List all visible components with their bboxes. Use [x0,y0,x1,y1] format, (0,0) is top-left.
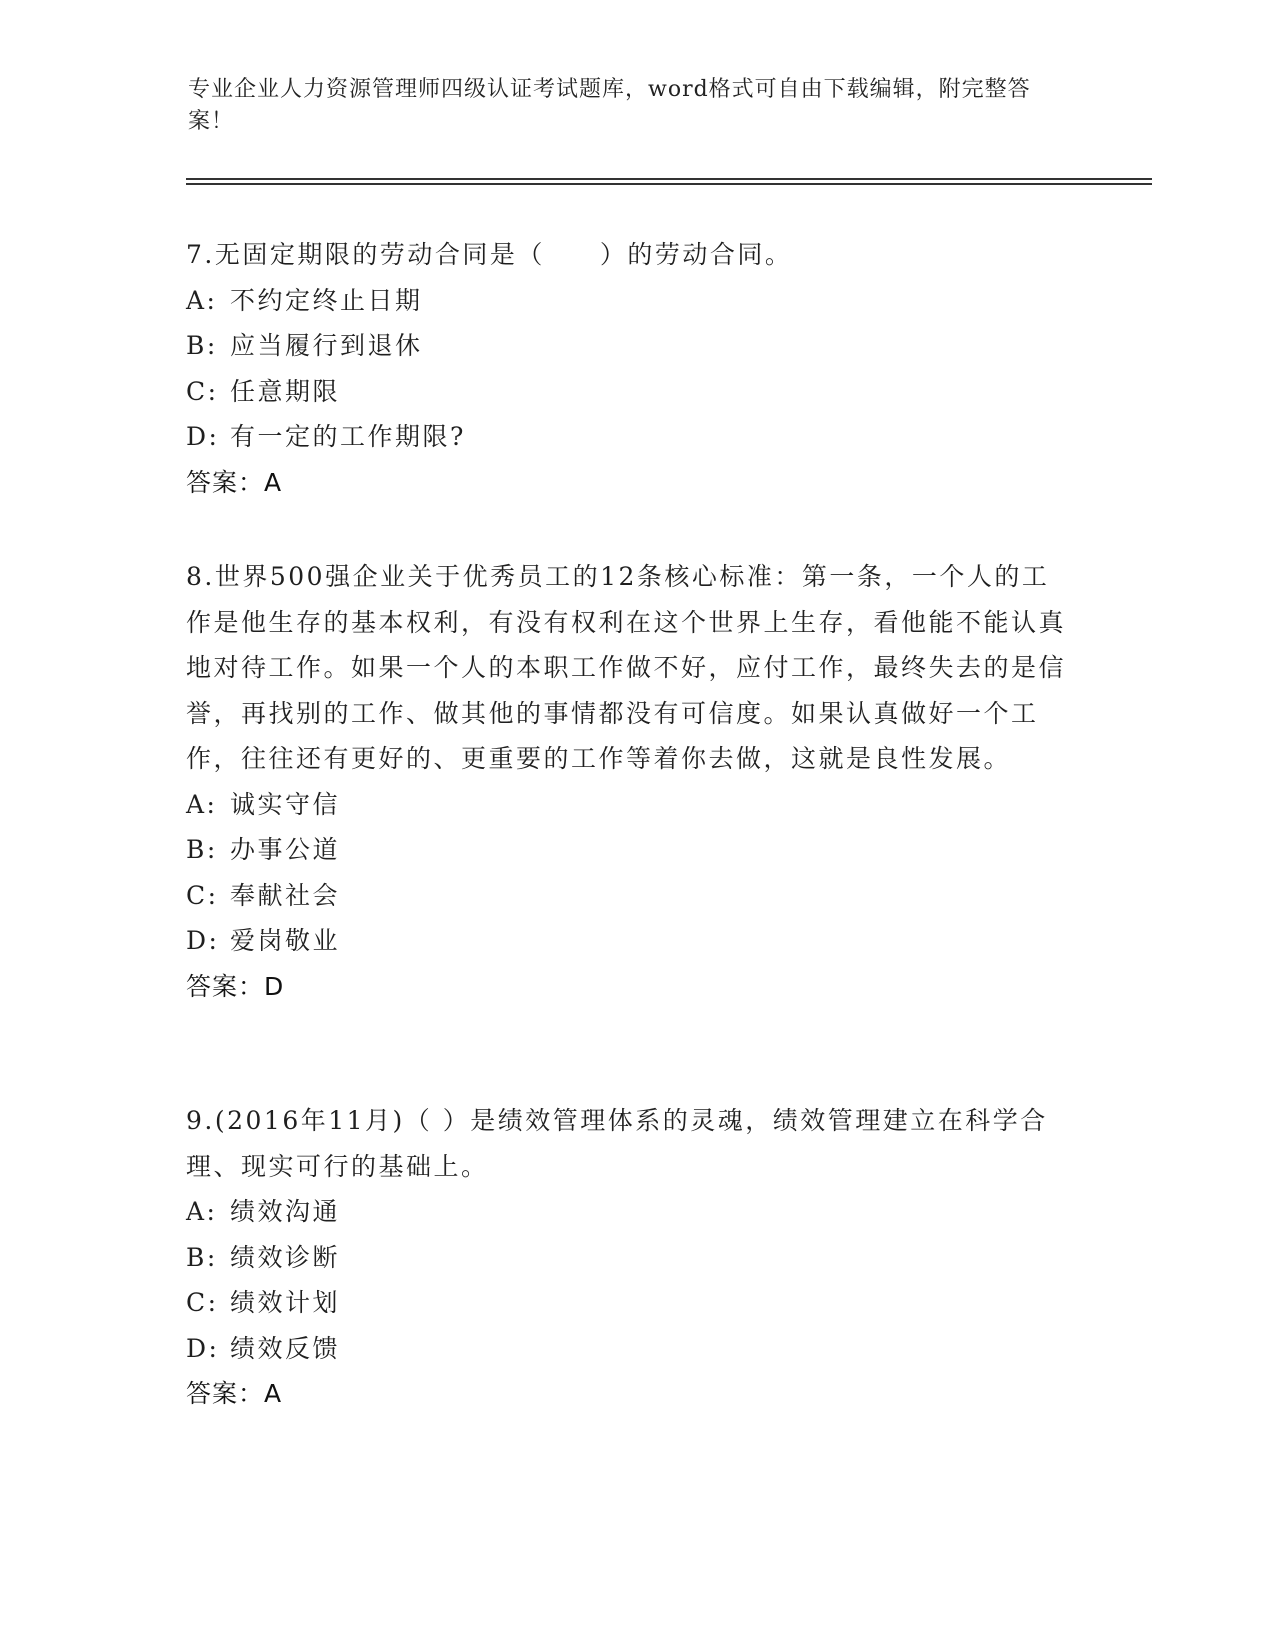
option-a [186,782,1066,828]
document-header: 专业企业人力资源管理师四级认证考试题库，word格式可自由下载编辑，附完整答案！ [188,77,1031,134]
option-d [186,414,1066,460]
option-text: 应当履行到退休 [230,331,423,360]
question-9 [186,1098,1066,1417]
option-label: C: [186,880,219,910]
option-label: A: [186,1197,218,1226]
option-text: 绩效反馈 [230,1333,341,1363]
option-text: 任意期限 [230,376,341,406]
option-text: 绩效诊断 [230,1242,341,1272]
option-text: 爱岗敬业 [230,926,341,955]
question-stem: 9.(2016年11月)（ ）是绩效管理体系的灵魂，绩效管理建立在科学合理、现实可行的基础上。 [186,1106,1048,1181]
question-7 [186,232,1066,505]
question-stem: 7.无固定期限的劳动合同是（ ）的劳动合同。 [186,240,793,269]
option-c [186,369,1066,415]
option-a [186,278,1066,324]
option-label: C: [186,376,219,406]
option-c [186,1280,1066,1326]
option-label: D: [186,422,220,451]
option-label: A: [186,285,218,315]
option-text: 不约定终止日期 [230,285,423,315]
option-d [186,1326,1066,1372]
option-label: D: [186,926,220,955]
answer-line: 答案：A [186,1379,283,1408]
option-label: B: [186,1242,218,1272]
option-b [186,323,1066,369]
option-text: 有一定的工作期限? [230,422,466,451]
option-label: B: [186,331,218,360]
option-text: 办事公道 [230,835,341,864]
option-label: C: [186,1288,219,1317]
option-c [186,873,1066,919]
question-8 [186,554,1066,1009]
header-divider-bottom [186,183,1152,185]
option-label: B: [186,835,218,864]
answer-line: 答案：A [186,467,283,497]
header-divider-top [186,178,1152,180]
question-stem: 8.世界500强企业关于优秀员工的12条核心标准：第一条，一个人的工作是他生存的基本权利，有没有权利在这个世界上生存，看他能不能认真地对待工作。如果一个人的本职工作做不好，应付工作，最终失去的是信誉，再找别的工作、做其他的事情都没有可信度。如果认真做好一个工作，往往还有更好的、更重要的工作等着你去做，这就是良性发展。 [186,562,1067,773]
option-b [186,827,1066,873]
option-d [186,918,1066,964]
option-text: 绩效计划 [230,1288,341,1317]
option-b [186,1235,1066,1281]
option-text: 奉献社会 [230,880,341,910]
answer-line: 答案：D [186,971,285,1001]
option-text: 诚实守信 [230,789,341,819]
option-a [186,1189,1066,1235]
option-text: 绩效沟通 [230,1197,341,1226]
option-label: A: [186,789,218,819]
option-label: D: [186,1333,220,1363]
